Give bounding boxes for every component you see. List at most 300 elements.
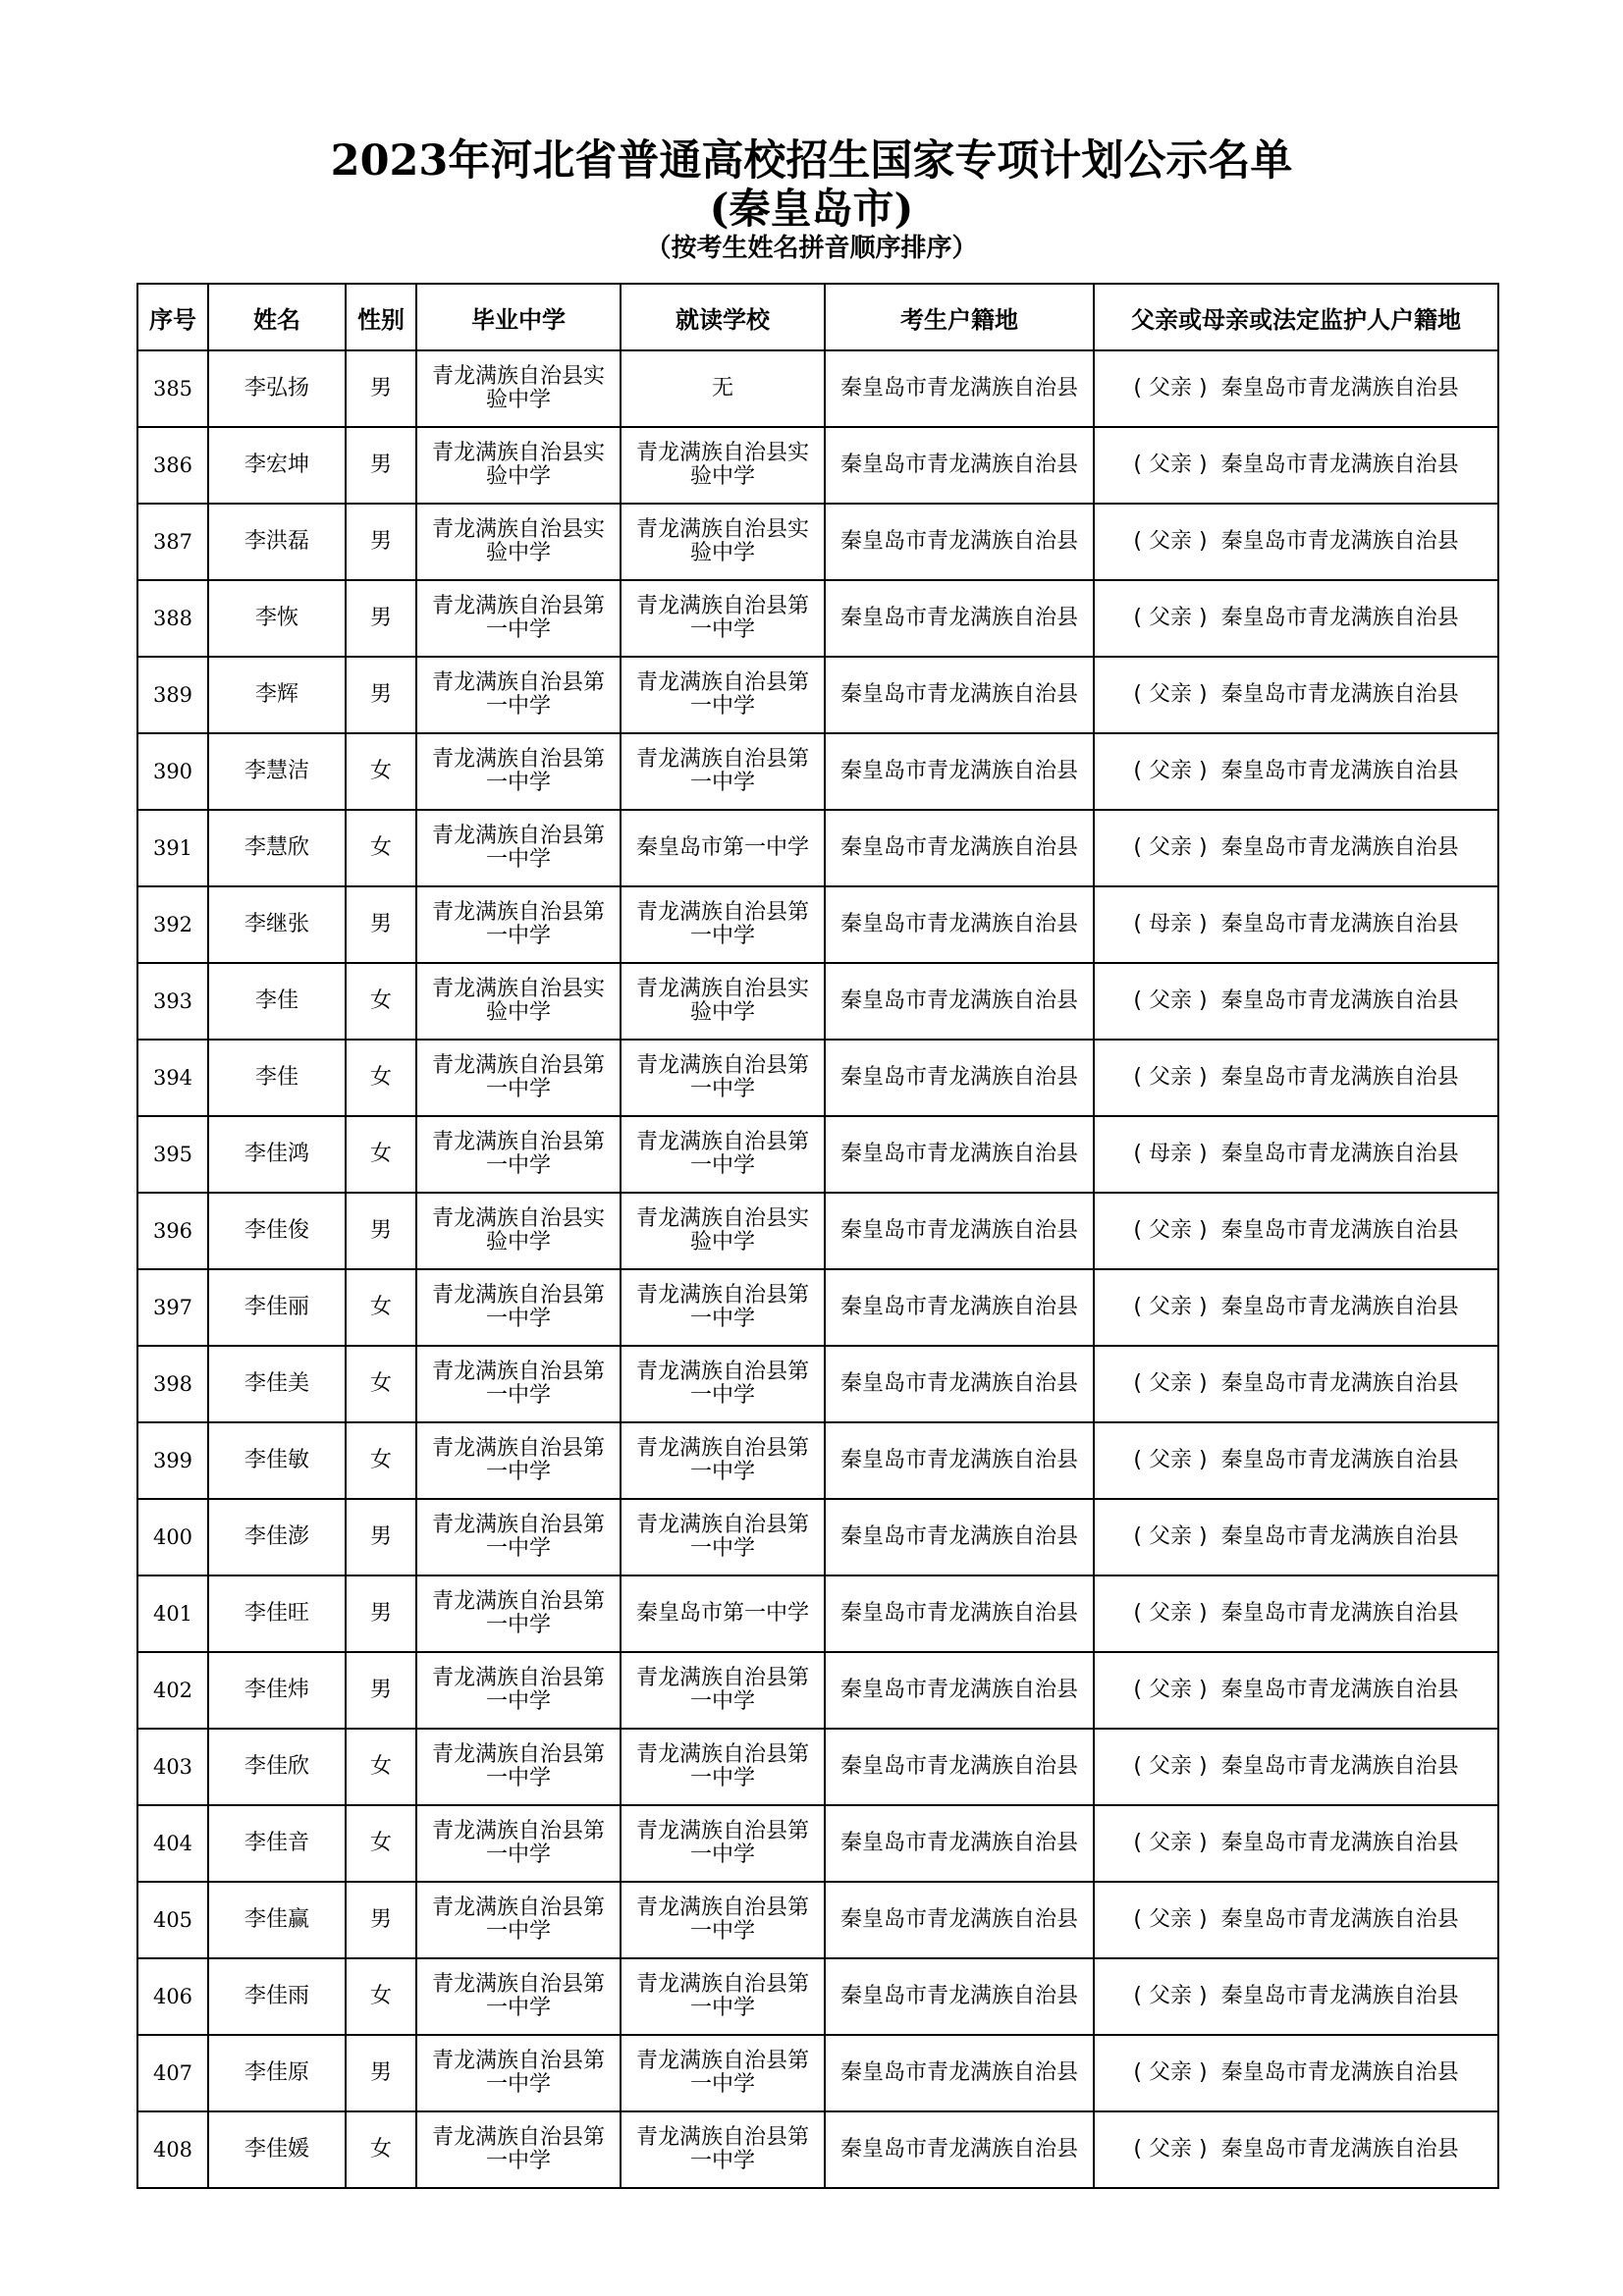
cell-gender: 男 [346,2035,416,2111]
column-header-household: 考生户籍地 [825,284,1094,350]
parent-household-text: 秦皇岛市青龙满族自治县 [1220,1371,1459,1396]
cell-seq: 394 [137,1040,208,1116]
cell-current-school-text: 青龙满族自治县第一中学 [635,2124,809,2173]
parent-relation: ( 父亲 ) [1133,1218,1208,1243]
cell-gender: 女 [346,1040,416,1116]
cell-seq: 385 [137,350,208,427]
cell-household [825,1958,1094,2035]
cell-household-text: 秦皇岛市青龙满族自治县 [839,1678,1078,1702]
cell-name: 李洪磊 [208,504,346,580]
cell-grad-school [416,1116,621,1193]
cell-parent-household [1094,504,1498,580]
cell-grad-school-text: 青龙满族自治县第一中学 [431,899,605,948]
cell-gender: 女 [346,1805,416,1882]
page-subtitle: (秦皇岛市) [709,185,914,233]
cell-grad-school [416,1422,621,1499]
cell-grad-school-text: 青龙满族自治县第一中学 [431,1129,605,1178]
cell-parent-household [1094,1193,1498,1269]
cell-household-text: 秦皇岛市青龙满族自治县 [839,1065,1078,1090]
cell-grad-school [416,1652,621,1729]
cell-current-school [621,1346,825,1422]
cell-current-school [621,657,825,733]
cell-name: 李宏坤 [208,427,346,504]
cell-gender: 女 [346,1958,416,2035]
cell-parent-household [1094,1652,1498,1729]
cell-parent-household [1094,2035,1498,2111]
parent-household-text: 秦皇岛市青龙满族自治县 [1220,682,1459,707]
cell-name: 李佳 [208,963,346,1040]
parent-relation: ( 父亲 ) [1133,606,1208,630]
cell-parent-household [1094,1882,1498,1958]
cell-gender: 男 [346,504,416,580]
cell-parent-household [1094,350,1498,427]
cell-current-school [621,350,825,427]
cell-current-school-text: 青龙满族自治县第一中学 [635,1129,809,1178]
cell-current-school [621,1269,825,1346]
column-header-seq: 序号 [137,284,208,350]
cell-household [825,963,1094,1040]
cell-grad-school [416,963,621,1040]
cell-grad-school [416,350,621,427]
cell-household-text: 秦皇岛市青龙满族自治县 [839,1524,1078,1549]
cell-grad-school [416,1269,621,1346]
sort-note: （按考生姓名拼音顺序排序） [645,234,978,263]
cell-seq: 407 [137,2035,208,2111]
page-title: 2023年河北省普通高校招生国家专项计划公示名单 [330,136,1293,186]
cell-grad-school [416,427,621,504]
cell-parent-household [1094,427,1498,504]
cell-gender: 男 [346,886,416,963]
cell-gender: 女 [346,2111,416,2188]
cell-grad-school-text: 青龙满族自治县第一中学 [431,669,605,719]
cell-household [825,580,1094,657]
header-row [137,284,1498,350]
cell-household [825,1269,1094,1346]
cell-household-text: 秦皇岛市青龙满族自治县 [839,1831,1078,1855]
cell-name: 李佳雨 [208,1958,346,2035]
cell-gender: 男 [346,1882,416,1958]
parent-relation: ( 母亲 ) [1133,912,1208,936]
cell-name: 李辉 [208,657,346,733]
cell-household-text: 秦皇岛市青龙满族自治县 [839,1218,1078,1243]
column-header-grad-school: 毕业中学 [416,284,621,350]
cell-gender: 男 [346,657,416,733]
cell-grad-school-text: 青龙满族自治县第一中学 [431,1512,605,1561]
cell-name: 李佳原 [208,2035,346,2111]
parent-household-text: 秦皇岛市青龙满族自治县 [1220,1984,1459,2008]
cell-seq: 389 [137,657,208,733]
cell-gender: 男 [346,1193,416,1269]
cell-seq: 387 [137,504,208,580]
cell-name: 李佳鸿 [208,1116,346,1193]
parent-relation: ( 父亲 ) [1133,1907,1208,1932]
cell-grad-school-text: 青龙满族自治县第一中学 [431,593,605,642]
cell-parent-household [1094,657,1498,733]
cell-current-school-text: 青龙满族自治县第一中学 [635,1895,809,1944]
cell-household-text: 秦皇岛市青龙满族自治县 [839,1984,1078,2008]
cell-parent-household [1094,1346,1498,1422]
cell-gender: 女 [346,810,416,886]
cell-seq: 408 [137,2111,208,2188]
cell-grad-school [416,1346,621,1422]
cell-current-school-text: 青龙满族自治县实验中学 [635,516,809,565]
table-row [137,1882,1498,1958]
cell-current-school-text: 青龙满族自治县实验中学 [635,976,809,1025]
parent-household-text: 秦皇岛市青龙满族自治县 [1220,606,1459,630]
cell-current-school [621,1193,825,1269]
cell-grad-school-text: 青龙满族自治县第一中学 [431,1971,605,2020]
cell-gender: 女 [346,1269,416,1346]
cell-current-school-text: 青龙满族自治县第一中学 [635,1282,809,1331]
cell-household [825,1116,1094,1193]
parent-household-text: 秦皇岛市青龙满族自治县 [1220,1601,1459,1626]
parent-household-text: 秦皇岛市青龙满族自治县 [1220,1448,1459,1472]
cell-grad-school [416,657,621,733]
cell-household-text: 秦皇岛市青龙满族自治县 [839,1754,1078,1779]
cell-current-school [621,2111,825,2188]
cell-gender: 女 [346,963,416,1040]
cell-current-school [621,963,825,1040]
cell-household [825,1652,1094,1729]
parent-relation: ( 父亲 ) [1133,1678,1208,1702]
cell-parent-household [1094,733,1498,810]
cell-seq: 393 [137,963,208,1040]
cell-parent-household [1094,1116,1498,1193]
cell-current-school [621,504,825,580]
cell-grad-school [416,1193,621,1269]
table-row [137,504,1498,580]
parent-relation: ( 父亲 ) [1133,529,1208,554]
cell-household [825,1499,1094,1575]
parent-household-text: 秦皇岛市青龙满族自治县 [1220,1754,1459,1779]
cell-current-school [621,580,825,657]
cell-seq: 386 [137,427,208,504]
parent-household-text: 秦皇岛市青龙满族自治县 [1220,1831,1459,1855]
cell-current-school [621,1729,825,1805]
cell-current-school [621,1575,825,1652]
cell-seq: 406 [137,1958,208,2035]
table-row [137,1116,1498,1193]
parent-relation: ( 父亲 ) [1133,1065,1208,1090]
cell-parent-household [1094,2111,1498,2188]
roster-table [136,283,1499,2189]
cell-current-school [621,1958,825,2035]
cell-grad-school [416,1499,621,1575]
parent-household-text: 秦皇岛市青龙满族自治县 [1220,1065,1459,1090]
cell-household-text: 秦皇岛市青龙满族自治县 [839,1295,1078,1319]
table-row [137,580,1498,657]
cell-grad-school [416,1805,621,1882]
parent-relation: ( 父亲 ) [1133,1984,1208,2008]
cell-household [825,733,1094,810]
cell-household-text: 秦皇岛市青龙满族自治县 [839,912,1078,936]
cell-household-text: 秦皇岛市青龙满族自治县 [839,682,1078,707]
cell-gender: 男 [346,1652,416,1729]
cell-gender: 男 [346,350,416,427]
table-row [137,1575,1498,1652]
cell-household [825,427,1094,504]
cell-household-text: 秦皇岛市青龙满族自治县 [839,376,1078,400]
parent-relation: ( 父亲 ) [1133,1524,1208,1549]
parent-relation: ( 父亲 ) [1133,2137,1208,2162]
cell-current-school-text: 青龙满族自治县第一中学 [635,2048,809,2097]
table-row [137,733,1498,810]
cell-seq: 399 [137,1422,208,1499]
cell-grad-school-text: 青龙满族自治县第一中学 [431,1741,605,1790]
cell-name: 李继张 [208,886,346,963]
cell-grad-school [416,1575,621,1652]
table-row [137,657,1498,733]
parent-relation: ( 父亲 ) [1133,376,1208,400]
cell-current-school-text: 秦皇岛市第一中学 [635,835,809,860]
cell-current-school-text: 秦皇岛市第一中学 [635,1601,809,1626]
parent-relation: ( 父亲 ) [1133,2060,1208,2085]
cell-name: 李慧欣 [208,810,346,886]
parent-household-text: 秦皇岛市青龙满族自治县 [1220,1678,1459,1702]
parent-household-text: 秦皇岛市青龙满族自治县 [1220,529,1459,554]
cell-household [825,504,1094,580]
cell-grad-school-text: 青龙满族自治县第一中学 [431,1282,605,1331]
cell-household-text: 秦皇岛市青龙满族自治县 [839,453,1078,477]
table-row [137,2035,1498,2111]
cell-current-school-text: 青龙满族自治县第一中学 [635,1818,809,1867]
cell-grad-school [416,2111,621,2188]
parent-household-text: 秦皇岛市青龙满族自治县 [1220,1218,1459,1243]
cell-name: 李佳丽 [208,1269,346,1346]
parent-household-text: 秦皇岛市青龙满族自治县 [1220,835,1459,860]
cell-current-school-text: 青龙满族自治县实验中学 [635,440,809,489]
cell-seq: 402 [137,1652,208,1729]
cell-grad-school [416,810,621,886]
cell-grad-school [416,886,621,963]
parent-household-text: 秦皇岛市青龙满族自治县 [1220,912,1459,936]
cell-household-text: 秦皇岛市青龙满族自治县 [839,835,1078,860]
table-row [137,886,1498,963]
cell-name: 李佳澎 [208,1499,346,1575]
cell-current-school [621,1040,825,1116]
cell-grad-school-text: 青龙满族自治县第一中学 [431,2124,605,2173]
cell-current-school-text: 青龙满族自治县第一中学 [635,1435,809,1484]
cell-household-text: 秦皇岛市青龙满族自治县 [839,1448,1078,1472]
cell-gender: 男 [346,1575,416,1652]
cell-grad-school-text: 青龙满族自治县第一中学 [431,746,605,795]
cell-parent-household [1094,1805,1498,1882]
table-row [137,1346,1498,1422]
cell-household [825,886,1094,963]
cell-current-school [621,733,825,810]
cell-seq: 405 [137,1882,208,1958]
cell-seq: 404 [137,1805,208,1882]
cell-current-school [621,1499,825,1575]
cell-household [825,1422,1094,1499]
parent-household-text: 秦皇岛市青龙满族自治县 [1220,376,1459,400]
parent-relation: ( 父亲 ) [1133,835,1208,860]
cell-current-school-text: 青龙满族自治县第一中学 [635,1512,809,1561]
cell-gender: 男 [346,580,416,657]
cell-household-text: 秦皇岛市青龙满族自治县 [839,606,1078,630]
cell-parent-household [1094,1499,1498,1575]
cell-name: 李佳敏 [208,1422,346,1499]
cell-seq: 401 [137,1575,208,1652]
cell-household [825,1193,1094,1269]
cell-household [825,657,1094,733]
cell-seq: 397 [137,1269,208,1346]
cell-grad-school [416,1040,621,1116]
parent-household-text: 秦皇岛市青龙满族自治县 [1220,1524,1459,1549]
table-row [137,1193,1498,1269]
cell-household-text: 秦皇岛市青龙满族自治县 [839,1371,1078,1396]
cell-name: 李佳炜 [208,1652,346,1729]
cell-gender: 女 [346,733,416,810]
cell-grad-school-text: 青龙满族自治县第一中学 [431,1435,605,1484]
cell-name: 李佳欣 [208,1729,346,1805]
cell-grad-school [416,1882,621,1958]
cell-household [825,810,1094,886]
cell-grad-school-text: 青龙满族自治县第一中学 [431,1818,605,1867]
table-row [137,1729,1498,1805]
table-row [137,1805,1498,1882]
cell-household-text: 秦皇岛市青龙满族自治县 [839,1907,1078,1932]
cell-name: 李恢 [208,580,346,657]
cell-current-school [621,2035,825,2111]
cell-household-text: 秦皇岛市青龙满族自治县 [839,759,1078,783]
cell-household-text: 秦皇岛市青龙满族自治县 [839,1142,1078,1166]
cell-current-school-text: 青龙满族自治县实验中学 [635,1205,809,1255]
cell-household-text: 秦皇岛市青龙满族自治县 [839,988,1078,1013]
cell-household [825,350,1094,427]
cell-parent-household [1094,1958,1498,2035]
table-row [137,1040,1498,1116]
cell-grad-school-text: 青龙满族自治县第一中学 [431,1359,605,1408]
table-row [137,2111,1498,2188]
cell-household [825,2035,1094,2111]
cell-seq: 400 [137,1499,208,1575]
cell-household-text: 秦皇岛市青龙满族自治县 [839,2060,1078,2085]
cell-household [825,1040,1094,1116]
parent-relation: ( 父亲 ) [1133,988,1208,1013]
cell-household-text: 秦皇岛市青龙满族自治县 [839,1601,1078,1626]
cell-gender: 女 [346,1422,416,1499]
cell-household-text: 秦皇岛市青龙满族自治县 [839,2137,1078,2162]
cell-seq: 391 [137,810,208,886]
cell-grad-school-text: 青龙满族自治县实验中学 [431,1205,605,1255]
cell-current-school [621,1805,825,1882]
parent-relation: ( 父亲 ) [1133,1831,1208,1855]
cell-grad-school-text: 青龙满族自治县第一中学 [431,2048,605,2097]
cell-grad-school [416,580,621,657]
cell-current-school-text: 无 [711,376,733,400]
parent-household-text: 秦皇岛市青龙满族自治县 [1220,453,1459,477]
cell-household-text: 秦皇岛市青龙满族自治县 [839,529,1078,554]
cell-name: 李弘扬 [208,350,346,427]
cell-current-school-text: 青龙满族自治县第一中学 [635,1971,809,2020]
cell-grad-school [416,733,621,810]
table-row [137,1499,1498,1575]
cell-current-school-text: 青龙满族自治县第一中学 [635,1359,809,1408]
table-body [137,350,1498,2188]
cell-gender: 女 [346,1729,416,1805]
cell-current-school [621,1882,825,1958]
table-row [137,1958,1498,2035]
cell-grad-school-text: 青龙满族自治县第一中学 [431,1895,605,1944]
cell-seq: 403 [137,1729,208,1805]
table-row [137,427,1498,504]
cell-current-school-text: 青龙满族自治县第一中学 [635,1665,809,1714]
cell-grad-school [416,1958,621,2035]
cell-household [825,2111,1094,2188]
table-row [137,810,1498,886]
parent-relation: ( 父亲 ) [1133,1754,1208,1779]
cell-gender: 男 [346,1499,416,1575]
cell-household [825,1729,1094,1805]
cell-name: 李慧洁 [208,733,346,810]
cell-grad-school-text: 青龙满族自治县第一中学 [431,1052,605,1101]
table-row [137,1652,1498,1729]
cell-name: 李佳媛 [208,2111,346,2188]
cell-parent-household [1094,1040,1498,1116]
table-row [137,1422,1498,1499]
parent-household-text: 秦皇岛市青龙满族自治县 [1220,1907,1459,1932]
cell-grad-school-text: 青龙满族自治县第一中学 [431,1588,605,1637]
cell-name: 李佳赢 [208,1882,346,1958]
cell-gender: 男 [346,427,416,504]
table-row [137,1269,1498,1346]
parent-relation: ( 父亲 ) [1133,1295,1208,1319]
parent-household-text: 秦皇岛市青龙满族自治县 [1220,759,1459,783]
cell-grad-school [416,2035,621,2111]
cell-current-school [621,427,825,504]
column-header-gender: 性别 [346,284,416,350]
table-header [137,284,1498,350]
column-header-parent-household: 父亲或母亲或法定监护人户籍地 [1094,284,1498,350]
cell-seq: 396 [137,1193,208,1269]
cell-parent-household [1094,886,1498,963]
cell-current-school [621,886,825,963]
cell-current-school-text: 青龙满族自治县第一中学 [635,1052,809,1101]
cell-grad-school [416,1729,621,1805]
cell-current-school [621,1652,825,1729]
cell-seq: 398 [137,1346,208,1422]
cell-gender: 女 [346,1116,416,1193]
column-header-name: 姓名 [208,284,346,350]
cell-current-school-text: 青龙满族自治县第一中学 [635,899,809,948]
cell-seq: 392 [137,886,208,963]
cell-seq: 390 [137,733,208,810]
cell-grad-school [416,504,621,580]
cell-grad-school-text: 青龙满族自治县实验中学 [431,363,605,412]
cell-parent-household [1094,1575,1498,1652]
cell-current-school [621,810,825,886]
parent-relation: ( 父亲 ) [1133,1448,1208,1472]
cell-current-school-text: 青龙满族自治县第一中学 [635,593,809,642]
cell-name: 李佳旺 [208,1575,346,1652]
cell-grad-school-text: 青龙满族自治县第一中学 [431,1665,605,1714]
cell-name: 李佳音 [208,1805,346,1882]
parent-household-text: 秦皇岛市青龙满族自治县 [1220,988,1459,1013]
cell-current-school-text: 青龙满族自治县第一中学 [635,669,809,719]
cell-grad-school-text: 青龙满族自治县实验中学 [431,440,605,489]
cell-current-school-text: 青龙满族自治县第一中学 [635,746,809,795]
parent-relation: ( 父亲 ) [1133,1601,1208,1626]
cell-current-school-text: 青龙满族自治县第一中学 [635,1741,809,1790]
cell-household [825,1805,1094,1882]
parent-relation: ( 父亲 ) [1133,1371,1208,1396]
cell-name: 李佳美 [208,1346,346,1422]
cell-parent-household [1094,963,1498,1040]
column-header-current-school: 就读学校 [621,284,825,350]
cell-household [825,1575,1094,1652]
parent-relation: ( 父亲 ) [1133,759,1208,783]
